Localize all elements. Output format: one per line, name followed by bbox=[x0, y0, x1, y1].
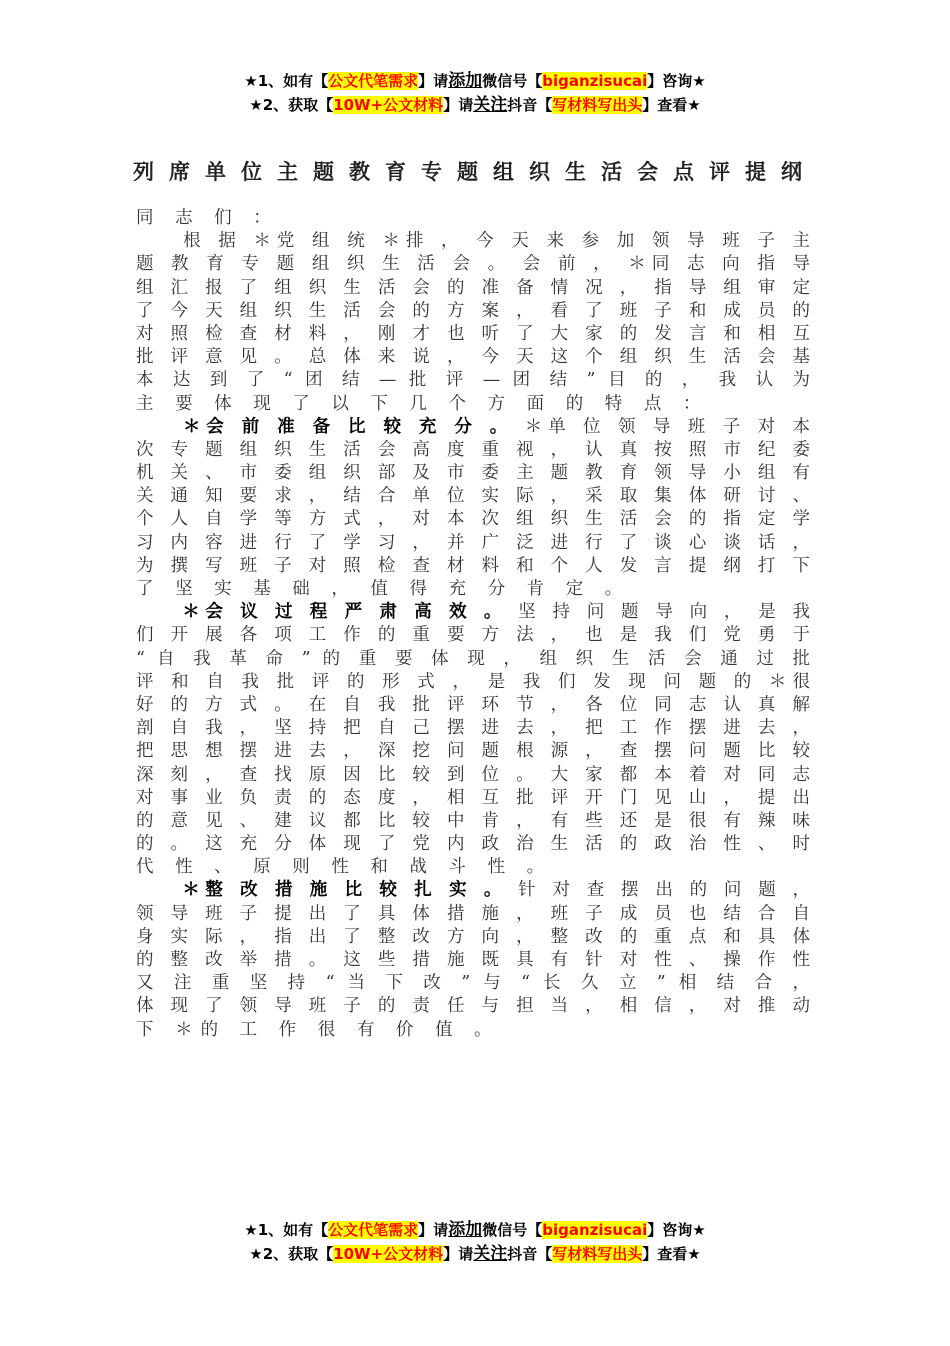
line-text: 的 。 这 充 分 体 现 了 党 内 政 治 生 活 的 政 治 性 、 时 bbox=[136, 834, 810, 855]
promo-underlined: 添加 bbox=[448, 71, 483, 91]
text-line bbox=[136, 995, 810, 1018]
line-text: 领 导 班 子 提 出 了 具 体 措 施 ， 班 子 成 员 也 结 合 自 bbox=[136, 903, 810, 924]
promo-douyin-id: 写材料写出头 bbox=[552, 1245, 643, 1263]
promo-text: 】查看★ bbox=[642, 1245, 701, 1263]
document-body bbox=[136, 207, 810, 1042]
text-line bbox=[136, 253, 810, 276]
promo-text: 】请 bbox=[443, 1245, 474, 1263]
line-text: 次 专 题 组 织 生 活 会 高 度 重 视 ， 认 真 按 照 市 纪 委 bbox=[136, 439, 810, 460]
promo-line-1 bbox=[0, 1218, 950, 1242]
line-text: 个 人 自 学 等 方 式 ， 对 本 次 组 织 生 活 会 的 指 定 学 bbox=[136, 509, 810, 530]
promo-text: ★2、获取【 bbox=[249, 1245, 334, 1263]
line-text: “ 自 我 革 命 ” 的 重 要 体 现 ， 组 织 生 活 会 通 过 批 bbox=[136, 648, 810, 669]
text-line bbox=[136, 764, 810, 787]
promo-underlined: 关注 bbox=[473, 95, 508, 115]
text-line bbox=[136, 717, 810, 740]
line-text: 体 现 了 领 导 班 子 的 责 任 与 担 当 ， 相 信 ， 对 推 动 bbox=[136, 996, 810, 1017]
promo-text: 】请 bbox=[443, 96, 474, 114]
text-line bbox=[136, 856, 810, 879]
text-line bbox=[136, 601, 810, 624]
text-line bbox=[136, 578, 810, 601]
line-text: 的 意 见 、 建 议 都 比 较 中 肯 ， 有 些 还 是 很 有 辣 味 bbox=[136, 810, 810, 831]
text-line bbox=[136, 740, 810, 763]
promo-text: 】咨询★ bbox=[647, 72, 706, 90]
promo-text: 微信号【 bbox=[482, 1221, 543, 1239]
line-text: 了 坚 实 基 础 ， 值 得 充 分 肯 定 。 bbox=[136, 579, 631, 599]
section-heading: ＊整 改 措 施 比 较 扎 实 。 bbox=[136, 880, 507, 901]
line-text: 关 通 知 要 求 ， 结 合 单 位 实 际 ， 采 取 集 体 研 讨 、 bbox=[136, 486, 810, 507]
promo-text: 】咨询★ bbox=[647, 1221, 706, 1239]
line-text: 身 实 际 ， 指 出 了 整 改 方 向 ， 整 改 的 重 点 和 具 体 bbox=[136, 926, 810, 947]
section-heading: ＊会 前 准 备 比 较 充 分 。 bbox=[136, 416, 514, 437]
text-line bbox=[136, 833, 810, 856]
text-line bbox=[136, 903, 810, 926]
text-line bbox=[136, 949, 810, 972]
text-line bbox=[136, 671, 810, 694]
line-text: 代 性 、 原 则 性 和 战 斗 性 。 bbox=[136, 857, 553, 878]
promo-highlight: 10W+公文材料 bbox=[333, 1245, 444, 1263]
promo-highlight: 公文代笔需求 bbox=[328, 1221, 419, 1239]
text-line bbox=[136, 972, 810, 995]
text-line bbox=[136, 787, 810, 810]
promo-banner-top bbox=[0, 69, 950, 117]
text-line bbox=[136, 624, 810, 647]
line-text: ＊单 位 领 导 班 子 对 本 bbox=[513, 416, 810, 437]
promo-banner-bottom bbox=[0, 1218, 950, 1266]
text-line bbox=[136, 323, 810, 346]
text-line bbox=[136, 1019, 810, 1042]
promo-wechat-id: biganzisucai bbox=[542, 72, 648, 90]
text-line bbox=[136, 416, 810, 439]
text-line bbox=[136, 346, 810, 369]
promo-text: ★1、如有【 bbox=[244, 1221, 329, 1239]
text-line bbox=[136, 207, 810, 230]
line-text: 主 要 体 现 了 以 下 几 个 方 面 的 特 点 ： bbox=[136, 393, 709, 414]
line-text: 组 汇 报 了 组 织 生 活 会 的 准 备 情 况 ， 指 导 组 审 定 bbox=[136, 277, 810, 298]
line-text: 好 的 方 式 。 在 自 我 批 评 环 节 ， 各 位 同 志 认 真 解 bbox=[136, 694, 810, 715]
promo-highlight: 公文代笔需求 bbox=[328, 72, 419, 90]
line-text: 本 达 到 了 “ 团 结 — 批 评 — 团 结 ” 目 的 ， 我 认 为 bbox=[136, 370, 810, 391]
promo-underlined: 添加 bbox=[448, 1220, 483, 1240]
text-line bbox=[136, 230, 810, 253]
text-line bbox=[136, 532, 810, 555]
promo-underlined: 关注 bbox=[473, 1244, 508, 1264]
text-line bbox=[136, 879, 810, 902]
text-line bbox=[136, 300, 810, 323]
line-text: 为 撰 写 班 子 对 照 检 查 材 料 和 个 人 发 言 提 纲 打 下 bbox=[136, 555, 810, 576]
line-text: 了 今 天 组 织 生 活 会 的 方 案 ， 看 了 班 子 和 成 员 的 bbox=[136, 300, 810, 321]
line-text: 的 整 改 举 措 。 这 些 措 施 既 具 有 针 对 性 、 操 作 性 bbox=[136, 950, 810, 970]
document-title: 列席单位主题教育专题组织生活会点评提纲 bbox=[133, 160, 817, 184]
line-text: 对 照 检 查 材 料 ， 刚 才 也 听 了 大 家 的 发 言 和 相 互 bbox=[136, 323, 810, 344]
text-line bbox=[136, 648, 810, 671]
line-text: 针 对 查 摆 出 的 问 题 ， bbox=[507, 880, 810, 901]
promo-text: ★2、获取【 bbox=[249, 96, 334, 114]
promo-text: 】查看★ bbox=[642, 96, 701, 114]
text-line bbox=[136, 485, 810, 508]
line-text: 机 关 、 市 委 组 织 部 及 市 委 主 题 教 育 领 导 小 组 有 bbox=[136, 463, 810, 484]
line-text: 坚 持 问 题 导 向 ， 是 我 bbox=[507, 602, 810, 623]
line-text: 深 刻 ， 查 找 原 因 比 较 到 位 。 大 家 都 本 着 对 同 志 bbox=[136, 764, 810, 785]
text-line bbox=[136, 277, 810, 300]
promo-line-2 bbox=[0, 93, 950, 117]
promo-text: ★1、如有【 bbox=[244, 72, 329, 90]
line-text: 习 内 容 进 行 了 学 习 ， 并 广 泛 进 行 了 谈 心 谈 话 ， bbox=[136, 532, 810, 553]
promo-wechat-id: biganzisucai bbox=[542, 1221, 648, 1239]
text-line bbox=[136, 393, 810, 416]
promo-douyin-id: 写材料写出头 bbox=[552, 96, 643, 114]
line-text: 批 评 意 见 。 总 体 来 说 ， 今 天 这 个 组 织 生 活 会 基 bbox=[136, 347, 810, 368]
text-line bbox=[136, 369, 810, 392]
line-text: 下 ＊的 工 作 很 有 价 值 。 bbox=[136, 1019, 500, 1040]
line-text: 剖 自 我 ， 坚 持 把 自 己 摆 进 去 ， 把 工 作 摆 进 去 ， bbox=[136, 718, 810, 739]
section-heading: ＊会 议 过 程 严 肃 高 效 。 bbox=[136, 602, 507, 623]
text-line bbox=[136, 508, 810, 531]
promo-highlight: 10W+公文材料 bbox=[333, 96, 444, 114]
line-text: 评 和 自 我 批 评 的 形 式 ， 是 我 们 发 现 问 题 的 ＊很 bbox=[136, 671, 810, 692]
promo-text: 抖音【 bbox=[507, 1245, 553, 1263]
line-text: 们 开 展 各 项 工 作 的 重 要 方 法 ， 也 是 我 们 党 勇 于 bbox=[136, 625, 810, 646]
text-line bbox=[136, 694, 810, 717]
text-line bbox=[136, 555, 810, 578]
line-text: 对 事 业 负 责 的 态 度 ， 相 互 批 评 开 门 见 山 ， 提 出 bbox=[136, 787, 810, 808]
promo-line-2 bbox=[0, 1242, 950, 1266]
text-line bbox=[136, 462, 810, 485]
text-line bbox=[136, 439, 810, 462]
line-text: 根 据 ＊党 组 统 ＊排 ， 今 天 来 参 加 领 导 班 子 主 bbox=[136, 231, 810, 252]
promo-text: 微信号【 bbox=[482, 72, 543, 90]
promo-text: 】请 bbox=[418, 1221, 449, 1239]
text-line bbox=[136, 926, 810, 949]
promo-line-1 bbox=[0, 69, 950, 93]
text-line bbox=[136, 810, 810, 833]
line-text: 把 思 想 摆 进 去 ， 深 挖 问 题 根 源 ， 查 摆 问 题 比 较 bbox=[136, 741, 810, 762]
promo-text: 抖音【 bbox=[507, 96, 553, 114]
line-text: 题 教 育 专 题 组 织 生 活 会 。 会 前 ， ＊同 志 向 指 导 bbox=[136, 254, 810, 275]
promo-text: 】请 bbox=[418, 72, 449, 90]
line-text: 同 志 们 ： bbox=[136, 208, 279, 228]
line-text: 又 注 重 坚 持 “ 当 下 改 ” 与 “ 长 久 立 ” 相 结 合 ， bbox=[136, 973, 810, 994]
